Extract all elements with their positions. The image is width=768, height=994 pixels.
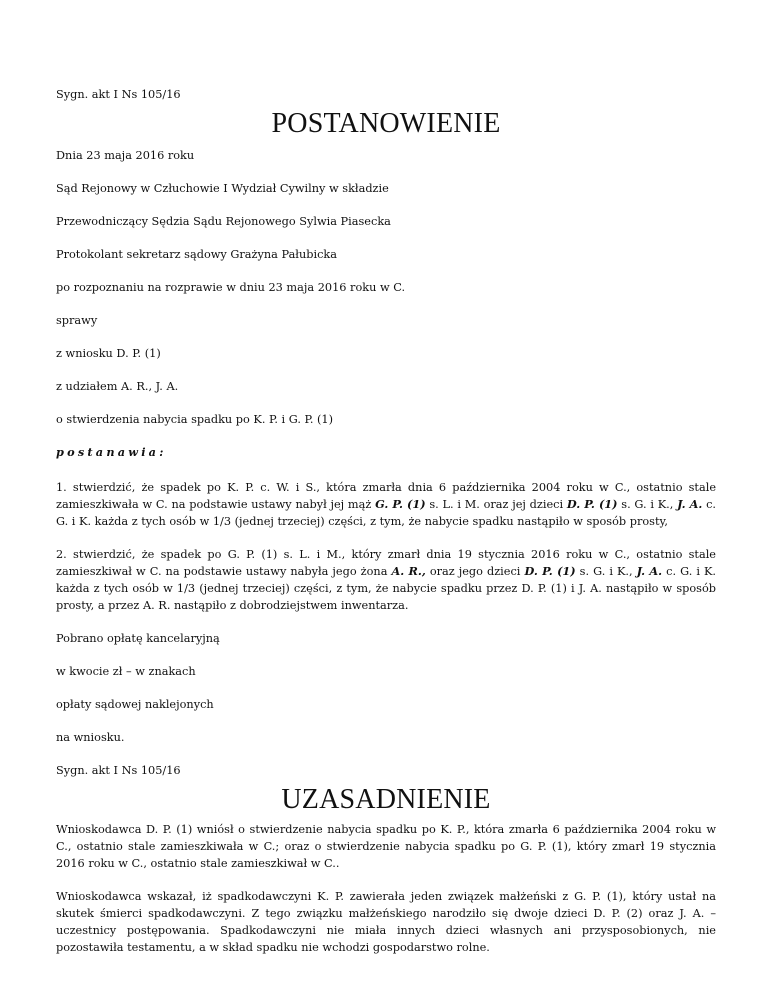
hearing-line: po rozpoznaniu na rozprawie w dniu 23 maja 2016 roku w C. [56,281,406,294]
case-word: sprawy [56,314,98,327]
decision-item-1 [56,479,716,530]
item1-text-4: c. G. i K. każda z tych osób w 1/3 (jednej trzeciej) części, z tym, że nabycie spadku nastąpiło w sposób prosty, [56,498,717,528]
date-line: Dnia 23 maja 2016 roku [56,149,195,162]
item2-heir-1: A. R., [391,564,426,578]
justification-paragraph-1: Wnioskodawca D. P. (1) wniósł o stwierdzenie nabycia spadku po K. P., która zmarła 6 października 2004 roku w C., ostatnio stale zamieszkiwała w C.; oraz o stwierdzenie nabycia spadku po G. P. (1), który zmarł 19 stycznia 2016 roku w C., ostatnio stale zamieszkiwał w C.. [56,823,716,870]
fee-line-3: opłaty sądowej naklejonych [56,698,214,711]
decision-item-2 [56,546,716,614]
justification-title: UZASADNIENIE [281,784,491,815]
participants-line: z udziałem A. R., J. A. [56,380,179,393]
document-page [56,86,716,972]
item2-text-3: s. G. i K., [575,565,637,578]
item1-text-1: 1. stwierdzić, że spadek po K. P. c. W. i S., która zmarła dnia 6 października 2004 roku w C., ostatnio stale zamieszkiwała w C. na podstawie ustawy nabył jej mąż [56,481,716,511]
item2-heir-2: D. P. (1) [524,564,576,578]
fee-line-1: Pobrano opłatę kancelaryjną [56,632,220,645]
subject-line: o stwierdzenia nabycia spadku po K. P. i G. P. (1) [56,413,334,426]
item1-heir-3: J. A. [677,497,703,511]
item1-text-3: s. G. i K., [617,498,678,511]
item2-text-1: 2. stwierdzić, że spadek po G. P. (1) s. L. i M., który zmarł dnia 19 stycznia 2016 roku w C., ostatnio stale zamieszkiwał w C. na podstawie ustawy nabyła jego żona [56,548,716,578]
chair-line: Przewodniczący Sędzia Sądu Rejonowego Sylwia Piasecka [56,215,391,228]
fee-line-4: na wniosku. [56,731,125,744]
item2-text-2: oraz jego dzieci [425,565,525,578]
item2-heir-3: J. A. [636,564,663,578]
case-signature: Sygn. akt I Ns 105/16 [56,88,181,101]
clerk-line: Protokolant sekretarz sądowy Grażyna Pałubicka [56,248,337,261]
case-signature-2: Sygn. akt I Ns 105/16 [56,764,181,777]
decree-heading: postanawia: [56,445,167,459]
item1-heir-1: G. P. (1) [375,497,426,511]
item2-text-4: c. G. i K. każda z tych osób w 1/3 (jednej trzeciej) części, z tym, że nabycie spadku przez D. P. (1) i J. A. nastąpiło w sposób prosty, a przez A. R. nastąpiło z dobrodziejstwem inwentarza. [56,565,716,612]
item1-text-2: s. L. i M. oraz jej dzieci [425,498,567,511]
applicant-line: z wniosku D. P. (1) [56,347,161,360]
document-title: POSTANOWIENIE [271,108,501,139]
court-line: Sąd Rejonowy w Człuchowie I Wydział Cywilny w składzie [56,182,389,195]
item1-heir-2: D. P. (1) [566,497,618,511]
justification-paragraph-2: Wnioskodawca wskazał, iż spadkodawczyni K. P. zawierała jeden związek małżeński z G. P. (1), który ustał na skutek śmierci spadkodawczyni. Z tego związku małżeńskiego narodziło się dwoje dzieci D. P. (2) oraz J. A. – uczestnicy postępowania. Spadkodawczyni nie miała innych dzieci własnych ani przysposobionych, nie pozostawiła testamentu, a w skład spadku nie wchodzi gospodarstwo rolne. [56,890,716,954]
fee-line-2: w kwocie zł – w znakach [56,665,196,678]
